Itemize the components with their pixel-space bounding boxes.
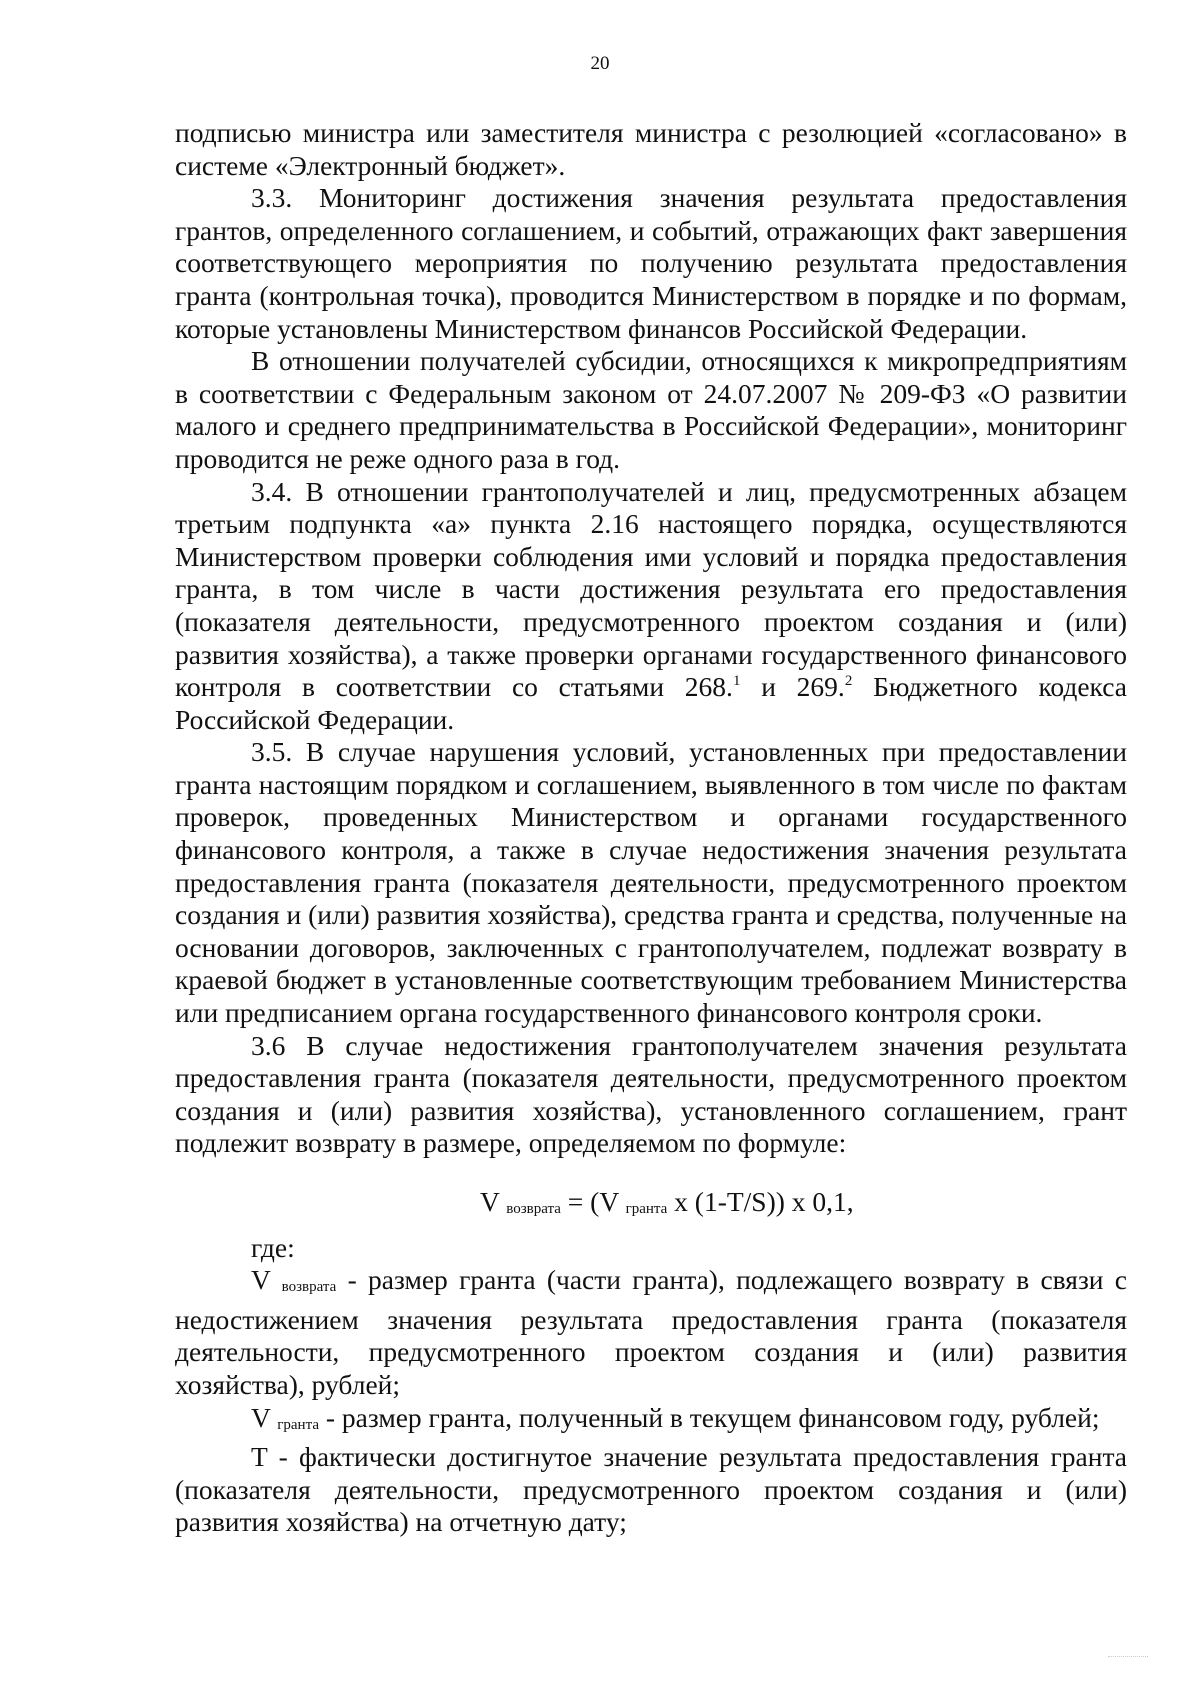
formula-sub-grant: гранта	[625, 1201, 668, 1217]
paragraph-3-4-text-b: и 269.	[740, 671, 845, 703]
definition-v-grant	[175, 1402, 1127, 1442]
definition-v-grant-text: - размер гранта, полученный в текущем финансовом году, рублей;	[318, 1401, 1100, 1433]
definition-v-grant-symbol: V	[251, 1401, 271, 1433]
document-body	[175, 117, 1127, 1539]
footnote-mark-1: 1	[732, 673, 741, 690]
paragraph-3-4-text-c: Бюджетного кодекса Российской Федерации.	[175, 671, 1127, 735]
formula-rest: x (1-T/S)) x 0,1,	[667, 1186, 854, 1217]
paragraph-continuation: подписью министра или заместителя министра с резолюцией «согласовано» в системе «Электронный бюджет».	[175, 117, 1127, 181]
return-formula	[175, 1186, 1127, 1226]
definition-v-return-text: - размер гранта (части гранта), подлежащего возврату в связи с недостижением значения результата предоставления гранта (показателя деятельности, предусмотренного проектом создания и (или) развития хозяйства), рублей;	[175, 1264, 1128, 1400]
formula-v: V	[480, 1186, 500, 1217]
formula-sub-return: возврата	[506, 1201, 561, 1217]
definition-v-return-symbol: V	[251, 1264, 271, 1296]
where-label: где:	[251, 1231, 295, 1263]
paragraph-microenterprises: В отношении получателей субсидии, относящихся к микропредприятиям в соответствии с Федеральным законом от 24.07.2007 № 209-ФЗ «О развитии малого и среднего предпринимательства в Российской Федерации», мониторинг проводится не реже одного раза в год.	[175, 345, 1127, 474]
paragraph-3-4-text-a: 3.4. В отношении грантополучателей и лиц, предусмотренных абзацем третьим подпункта «а» пункта 2.16 настоящего порядка, осуществляются Министерством проверки соблюдения ими условий и порядка предоставления гранта, в том числе в части достижения результата его предоставления (показателя деятельности, предусмотренного проектом создания и (или) развития хозяйства), а также проверки органами государственного финансового контроля в соответствии со статьями 268.	[175, 475, 1127, 703]
footnote-mark-2: 2	[844, 673, 853, 690]
definition-t: T - фактически достигнутое значение результата предоставления гранта (показателя деятельности, предусмотренного проектом создания и (или) развития хозяйства) на отчетную дату;	[175, 1441, 1127, 1538]
formula-eq-open: = (V	[560, 1186, 619, 1217]
paragraph-3-5: 3.5. В случае нарушения условий, установленных при предоставлении гранта настоящим порядком и соглашением, выявленного в том числе по фактам проверок, проведенных Министерством и органами государственного финансового контроля, а также в случае недостижения значения результата предоставления гранта (показателя деятельности, предусмотренного проектом создания и (или) развития хозяйства), средства гранта и средства, полученные на основании договоров, заключенных с грантополучателем, подлежат возврату в краевой бюджет в установленные соответствующим требованием Министерства или предписанием органа государственного финансового контроля сроки.	[175, 736, 1127, 1029]
paragraph-3-6: 3.6 В случае недостижения грантополучателем значения результата предоставления гранта (показателя деятельности, предусмотренного проектом создания и (или) развития хозяйства), установленного соглашением, грант подлежит возврату в размере, определяемом по формуле:	[175, 1029, 1127, 1159]
paragraph-3-4	[175, 476, 1127, 737]
definition-v-return-sub: возврата	[281, 1279, 337, 1296]
definition-v-return	[175, 1264, 1127, 1401]
paragraph-3-3: 3.3. Мониторинг достижения значения результата предоставления грантов, определенного соглашением, и событий, отражающих факт завершения соответствующего мероприятия по получению результата предоставления гранта (контрольная точка), проводится Министерством в порядке и по формам, которые установлены Министерством финансов Российской Федерации.	[175, 182, 1127, 344]
definition-v-grant-sub: гранта	[277, 1416, 319, 1433]
page-number: 20	[590, 53, 610, 74]
scan-speck	[1108, 1656, 1148, 1659]
